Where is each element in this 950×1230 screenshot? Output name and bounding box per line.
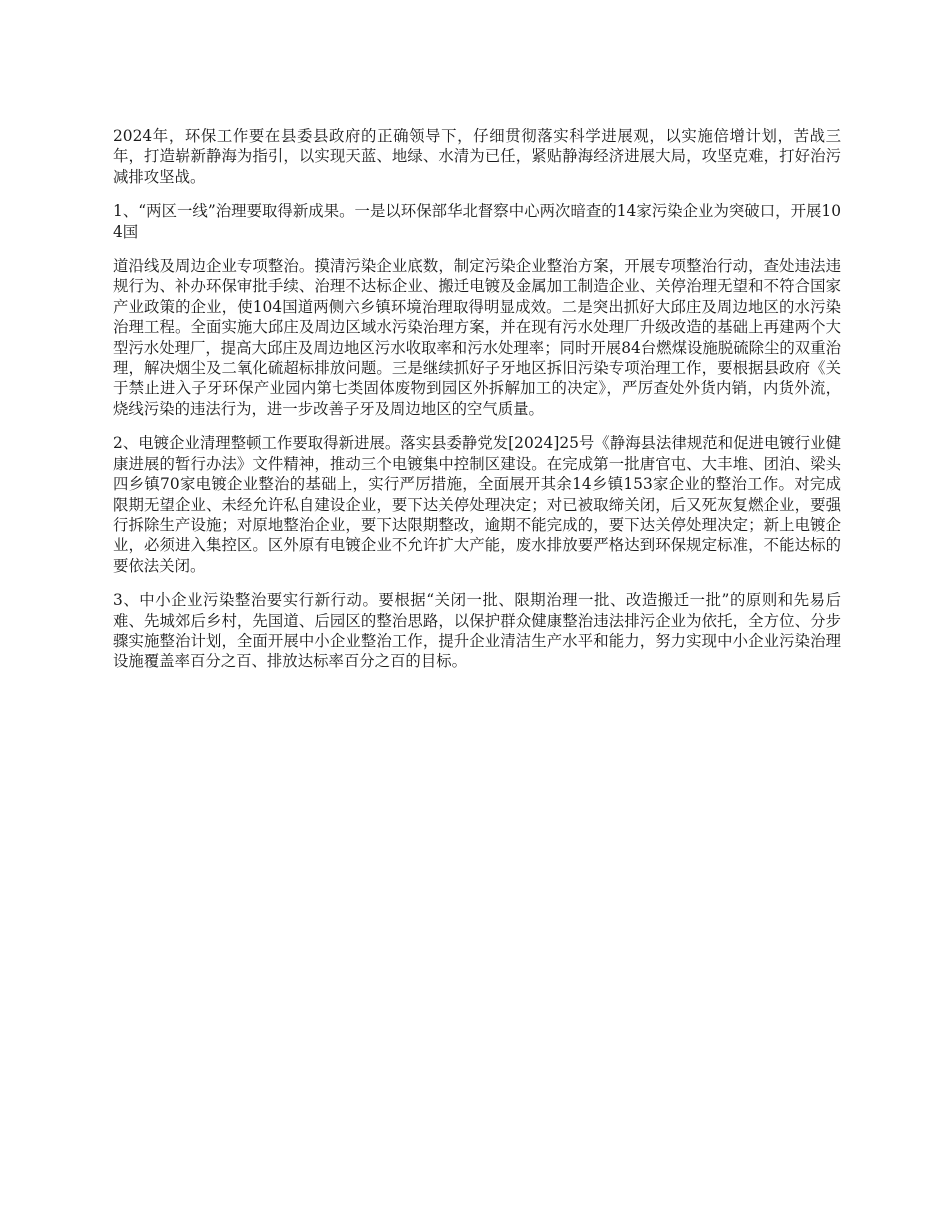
paragraph-item-1-body: 道沿线及周边企业专项整治。摸清污染企业底数，制定污染企业整治方案，开展专项整治行动，查处违法违规行为、补办环保审批手续、治理不达标企业、搬迁电镀及金属加工制造企业、关停治理无望和不符合国家产业政策的企业，使104国道两侧六乡镇环境治理取得明显成效。二是突出抓好大邱庄及周边地区的水污染治理工程。全面实施大邱庄及周边区域水污染治理方案，并在现有污水处理厂升级改造的基础上再建两个大型污水处理厂，提高大邱庄及周边地区污水收取率和污水处理率；同时开展84台燃煤设施脱硫除尘的双重治理，解决烟尘及二氧化硫超标排放问题。三是继续抓好子牙地区拆旧污染专项治理工作，要根据县政府《关于禁止进入子牙环保产业园内第七类固体废物到园区外拆解加工的决定》，严厉查处外货内销，内货外流，烧线污染的违法行为，进一步改善子牙及周边地区的空气质量。	[113, 257, 841, 418]
paragraph-intro: 2024年，环保工作要在县委县政府的正确领导下，仔细贯彻落实科学进展观，以实施倍增计划，苦战三年，打造崭新静海为指引，以实现天蓝、地绿、水清为已任，紧贴静海经济进展大局，攻坚克难，打好治污减排攻坚战。	[113, 127, 841, 186]
paragraph-item-3: 3、中小企业污染整治要实行新行动。要根据“关闭一批、限期治理一批、改造搬迁一批”的原则和先易后难、先城郊后乡村，先国道、后园区的整治思路，以保护群众健康整治违法排污企业为依托，全方位、分步骤实施整治计划，全面开展中小企业整治工作，提升企业清洁生产水平和能力，努力实现中小企业污染治理设施覆盖率百分之百、排放达标率百分之百的目标。	[113, 591, 841, 671]
paragraph-item-2: 2、电镀企业清理整顿工作要取得新进展。落实县委静党发[2024]25号《静海县法律规范和促进电镀行业健康进展的暂行办法》文件精神，推动三个电镀集中控制区建设。在完成第一批唐官屯、大丰堆、团泊、梁头四乡镇70家电镀企业整治的基础上，实行严厉措施，全面展开其余14乡镇153家企业的整治工作。对完成限期无望企业、未经允许私自建设企业，要下达关停处理决定；对已被取缔关闭，后又死灰复燃企业，要强行拆除生产设施；对原地整治企业，要下达限期整改，逾期不能完成的，要下达关停处理决定；新上电镀企业，必须进入集控区。区外原有电镀企业不允许扩大产能，废水排放要严格达到环保规定标准，不能达标的要依法关闭。	[113, 434, 841, 575]
document-body	[113, 126, 841, 686]
paragraph-item-1-lead: 1、“两区一线”治理要取得新成果。一是以环保部华北督察中心两次暗查的14家污染企业为突破口，开展104国	[113, 202, 841, 241]
